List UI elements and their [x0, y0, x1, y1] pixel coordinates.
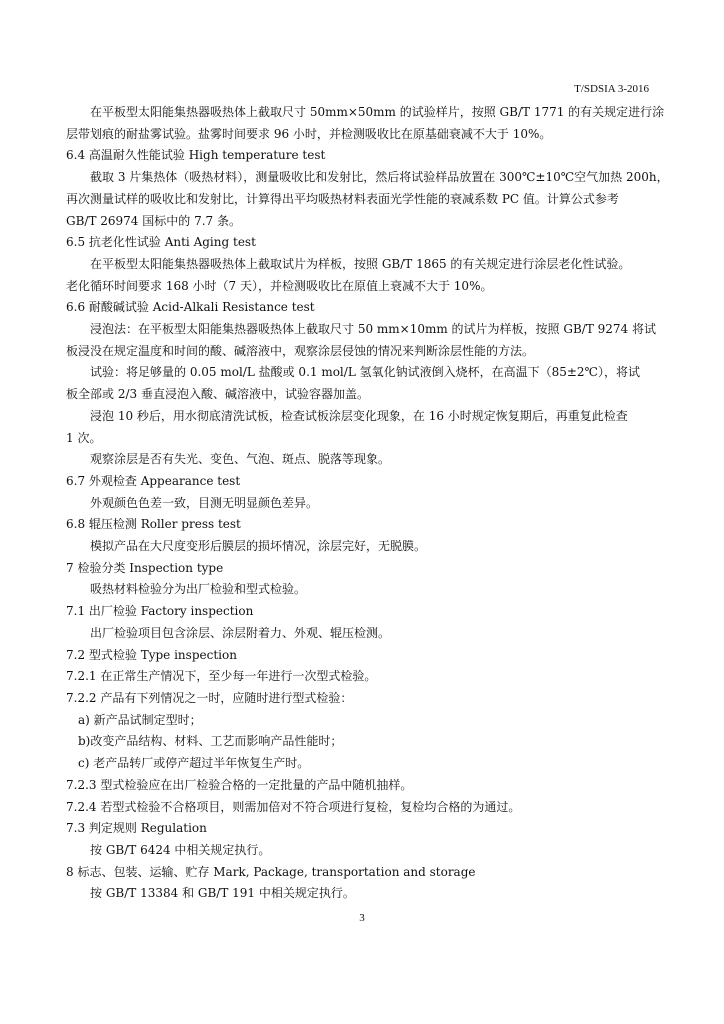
- text-line: 7.2.1 在正常生产情况下，至少每一年进行一次型式检验。: [66, 669, 377, 684]
- document-body: [66, 102, 669, 905]
- standard-code: T/SDSIA 3-2016: [574, 83, 649, 95]
- text-line: 7.2.3 型式检验应在出厂检验合格的一定批量的产品中随机抽样。: [66, 777, 413, 792]
- page-number: 3: [359, 912, 365, 924]
- text-line: 7 检验分类 Inspection type: [66, 560, 224, 575]
- text-line: 层带划痕的耐盐雾试验。盐雾时间要求 96 小时，并检测吸收比在原基础衰减不大于 10%。: [66, 126, 552, 141]
- text-line: 再次测量试样的吸收比和发射比，计算得出平均吸热材料表面光学性能的衰减系数 PC 值。计算公式参考: [66, 191, 619, 206]
- text-line: 6.6 耐酸碱试验 Acid-Alkali Resistance test: [66, 300, 315, 315]
- text-line: 1 次。: [66, 430, 102, 445]
- text-line: 7.2.2 产品有下列情况之一时，应随时进行型式检验：: [66, 690, 353, 705]
- text-line: 吸热材料检验分为出厂检验和型式检验。: [90, 582, 307, 597]
- text-line: 截取 3 片集热体（吸热材料），测量吸收比和发射比，然后将试验样品放置在 300℃±10℃空气加热 200h，: [90, 170, 669, 185]
- text-line: 7.2.4 若型式检验不合格项目，则需加倍对不符合项进行复检，复检均合格的为通过。: [66, 799, 521, 814]
- text-line: 按 GB/T 13384 和 GB/T 191 中相关规定执行。: [90, 886, 355, 901]
- text-line: 板全部或 2/3 垂直浸泡入酸、碱溶液中，试验容器加盖。: [66, 387, 369, 402]
- text-line: 浸泡 10 秒后，用水彻底清洗试板，检查试板涂层变化现象，在 16 小时规定恢复期后，再重复此检查: [90, 408, 628, 423]
- text-line: 6.7 外观检查 Appearance test: [66, 473, 241, 488]
- text-line: 观察涂层是否有失光、变色、气泡、斑点、脱落等现象。: [90, 452, 391, 467]
- text-line: 按 GB/T 6424 中相关规定执行。: [90, 842, 271, 857]
- text-line: 试验：将足够量的 0.05 mol/L 盐酸或 0.1 mol/L 氢氧化钠试液倒入烧杯，在高温下（85±2℃），将试: [90, 365, 640, 380]
- text-line: 7.3 判定规则 Regulation: [66, 821, 207, 836]
- text-line: 外观颜色色差一致，目测无明显颜色差异。: [90, 495, 319, 510]
- text-line: 7.1 出厂检验 Factory inspection: [66, 604, 254, 619]
- text-line: 7.2 型式检验 Type inspection: [66, 647, 237, 662]
- text-line: 板浸没在规定温度和时间的酸、碱溶液中，观察涂层侵蚀的情况来判断涂层性能的方法。: [66, 343, 535, 358]
- text-line: 在平板型太阳能集热器吸热体上截取尺寸 50mm×50mm 的试验样片，按照 GB/T 1771 的有关规定进行涂: [90, 105, 665, 119]
- text-line: GB/T 26974 国标中的 7.7 条。: [66, 213, 241, 228]
- text-line: 在平板型太阳能集热器吸热体上截取试片为样板，按照 GB/T 1865 的有关规定进行涂层老化性试验。: [90, 256, 631, 271]
- text-line: 老化循环时间要求 168 小时（7 天），并检测吸收比在原值上衰减不大于 10%。: [66, 278, 493, 293]
- text-line: 模拟产品在大尺度变形后膜层的损坏情况，涂层完好，无脱膜。: [90, 539, 427, 554]
- text-line: 6.5 抗老化性试验 Anti Aging test: [66, 235, 256, 250]
- text-line: 浸泡法：在平板型太阳能集热器吸热体上截取尺寸 50 mm×10mm 的试片为样板，按照 GB/T 9274 将试: [90, 322, 656, 337]
- text-line: b)改变产品结构、材料、工艺而影响产品性能时；: [78, 734, 343, 749]
- text-line: 6.4 高温耐久性能试验 High temperature test: [66, 148, 326, 163]
- text-line: c) 老产品转厂或停产超过半年恢复生产时。: [78, 756, 310, 771]
- text-line: 8 标志、包装、运输、贮存 Mark, Package, transportation and storage: [66, 864, 476, 879]
- text-line: a) 新产品试制定型时；: [78, 712, 202, 727]
- text-line: 出厂检验项目包含涂层、涂层附着力、外观、辊压检测。: [90, 625, 391, 640]
- text-line: 6.8 辊压检测 Roller press test: [66, 517, 241, 532]
